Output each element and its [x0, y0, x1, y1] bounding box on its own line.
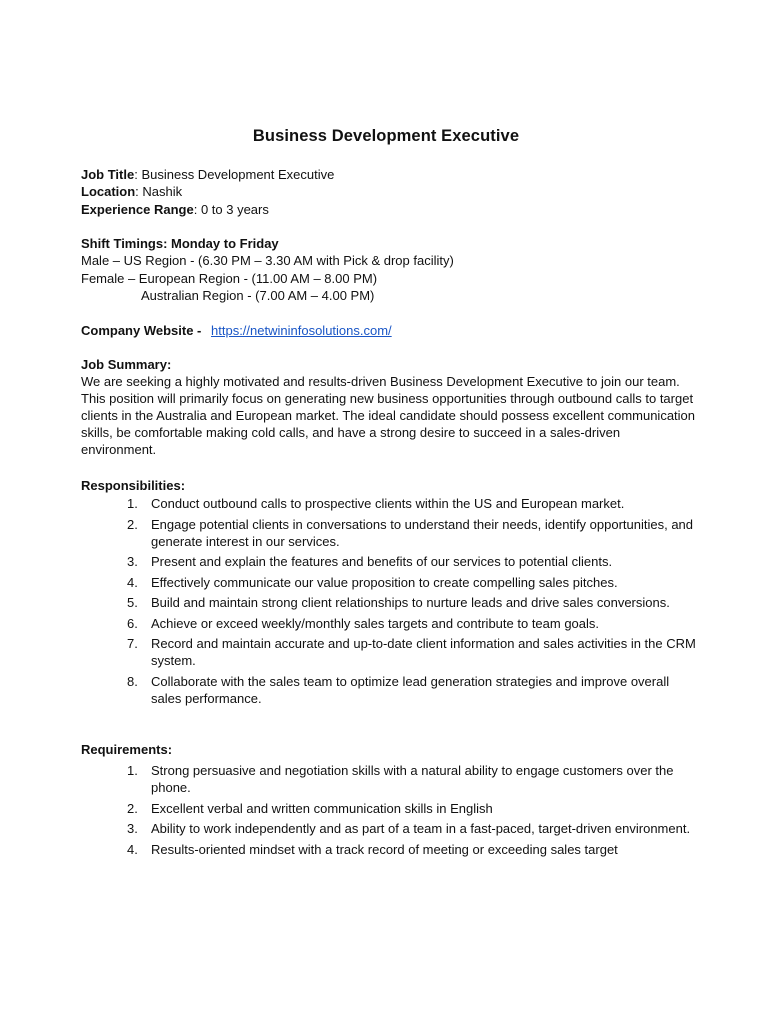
list-item-number: 4. [127, 574, 138, 590]
list-item-number: 6. [127, 615, 138, 631]
list-item-number: 1. [127, 496, 138, 511]
list-item [81, 820, 699, 837]
requirements-list [81, 762, 699, 861]
shift-female: Female – European Region - (11.00 AM – 8.00 PM) [81, 271, 378, 286]
list-item-number: 3. [127, 821, 138, 836]
summary-heading: Job Summary: [81, 357, 172, 372]
list-item-number: 8. [127, 673, 138, 689]
experience-label: Experience Range [81, 202, 194, 217]
website-label: Company Website - [81, 323, 206, 338]
list-item [81, 762, 699, 796]
list-item-text: Engage potential clients in conversations to understand their needs, identify opportunities, and generate interest in our services. [151, 516, 694, 549]
responsibilities-heading: Responsibilities: [81, 478, 186, 493]
list-item [81, 673, 699, 707]
list-item [81, 615, 699, 632]
list-item-text: Achieve or exceed weekly/monthly sales targets and contribute to team goals. [151, 615, 600, 631]
list-item-text: Ability to work independently and as part of a team in a fast-paced, target-driven environment. [151, 821, 691, 836]
list-item-text: Strong persuasive and negotiation skills with a natural ability to engage customers over the phone. [151, 763, 674, 795]
list-item-number: 2. [127, 516, 138, 532]
list-item-number: 5. [127, 595, 138, 610]
list-item-number: 3. [127, 554, 138, 569]
shift-australian: Australian Region - (7.00 AM – 4.00 PM) [141, 288, 375, 303]
summary-text: We are seeking a highly motivated and results-driven Business Development Executive to join our team. This position will primarily focus on generating new business opportunities through outbound calls to target clients in the Australia and European market. The ideal candidate should possess excellent communication skills, be comfortable making cold calls, and have a strong desire to succeed in a sales-driven environment. [81, 374, 696, 457]
list-item [81, 841, 699, 858]
page-title: Business Development Executive [252, 127, 520, 145]
location-value: : Nashik [135, 184, 183, 199]
list-item-number: 2. [127, 800, 138, 816]
list-item-text: Excellent verbal and written communication skills in English [151, 800, 493, 816]
list-item [81, 635, 699, 669]
list-item-text: Results-oriented mindset with a track record of meeting or exceeding sales target [151, 841, 618, 857]
website-line [81, 322, 392, 339]
list-item-text: Effectively communicate our value proposition to create compelling sales pitches. [151, 574, 618, 590]
list-item-number: 7. [127, 636, 138, 651]
list-item [81, 594, 699, 611]
list-item-number: 4. [127, 841, 138, 857]
website-link[interactable]: https://netwininfosolutions.com/ [211, 323, 392, 338]
job-title-line [81, 166, 334, 183]
list-item [81, 574, 699, 591]
location-label: Location [81, 184, 136, 199]
list-item-text: Build and maintain strong client relationships to nurture leads and drive sales conversions. [151, 595, 670, 610]
list-item [81, 800, 699, 817]
list-item-text: Present and explain the features and benefits of our services to potential clients. [151, 554, 613, 569]
shift-male: Male – US Region - (6.30 PM – 3.30 AM with Pick & drop facility) [81, 253, 454, 268]
shift-heading: Shift Timings: Monday to Friday [81, 236, 279, 251]
list-item-text: Record and maintain accurate and up-to-date client information and sales activities in the CRM system. [151, 636, 696, 668]
experience-line [81, 201, 269, 218]
list-item-text: Conduct outbound calls to prospective clients within the US and European market. [151, 496, 625, 511]
experience-value: : 0 to 3 years [193, 202, 269, 217]
job-title-value: : Business Development Executive [134, 167, 335, 182]
list-item-number: 1. [127, 763, 138, 778]
list-item [81, 516, 699, 550]
list-item-text: Collaborate with the sales team to optimize lead generation strategies and improve overall sales performance. [151, 673, 670, 706]
requirements-heading: Requirements: [81, 742, 173, 757]
location-line [81, 183, 182, 200]
list-item [81, 553, 699, 570]
job-title-label: Job Title [81, 167, 135, 182]
list-item [81, 495, 699, 512]
responsibilities-list [81, 495, 699, 710]
